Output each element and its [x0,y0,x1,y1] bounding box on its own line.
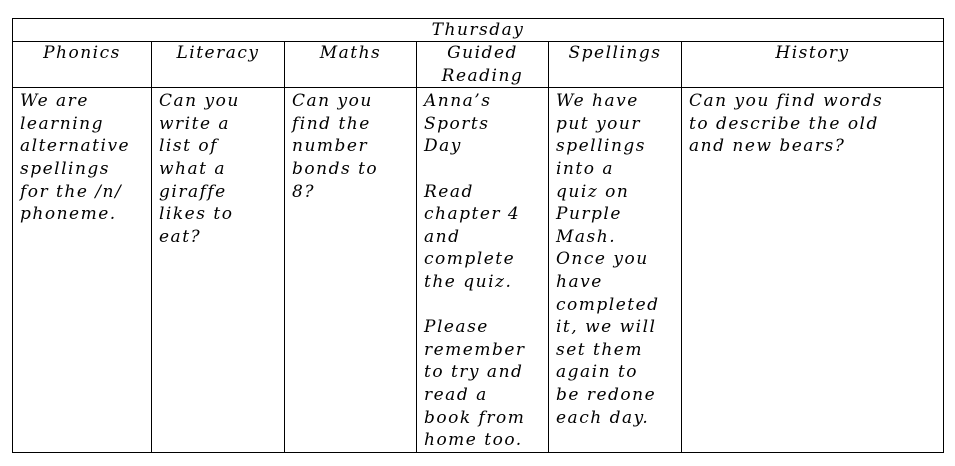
task-row [13,88,944,453]
timetable [12,18,944,453]
day-title: Thursday [13,19,944,42]
header-phonics: Phonics [13,42,152,88]
cell-guided-reading [417,88,549,453]
history-task: Can you find words to describe the old and new bears? [689,91,884,157]
cell-history [682,88,944,453]
phonics-task: We are learning alternative spellings for the /n/ phoneme. [20,91,131,225]
guided-reading-task: Anna’s Sports Day Read chapter 4 and complete the quiz. Please remember to try and read a book from home too. [424,91,526,451]
header-literacy: Literacy [152,42,285,88]
header-guided-reading: Guided Reading [417,42,549,88]
header-maths: Maths [285,42,417,88]
cell-maths [285,88,417,453]
maths-task: Can you find the number bonds to 8? [292,91,379,202]
cell-phonics [13,88,152,453]
spellings-task: We have put your spellings into a quiz on Purple Mash. Once you have completed it, we will set them again to be redone each day. [556,91,660,428]
header-spellings: Spellings [549,42,682,88]
header-history: History [682,42,944,88]
title-row [13,19,944,42]
header-row [13,42,944,88]
cell-literacy [152,88,285,453]
cell-spellings [549,88,682,453]
literacy-task: Can you write a list of what a giraffe likes to eat? [159,91,240,247]
